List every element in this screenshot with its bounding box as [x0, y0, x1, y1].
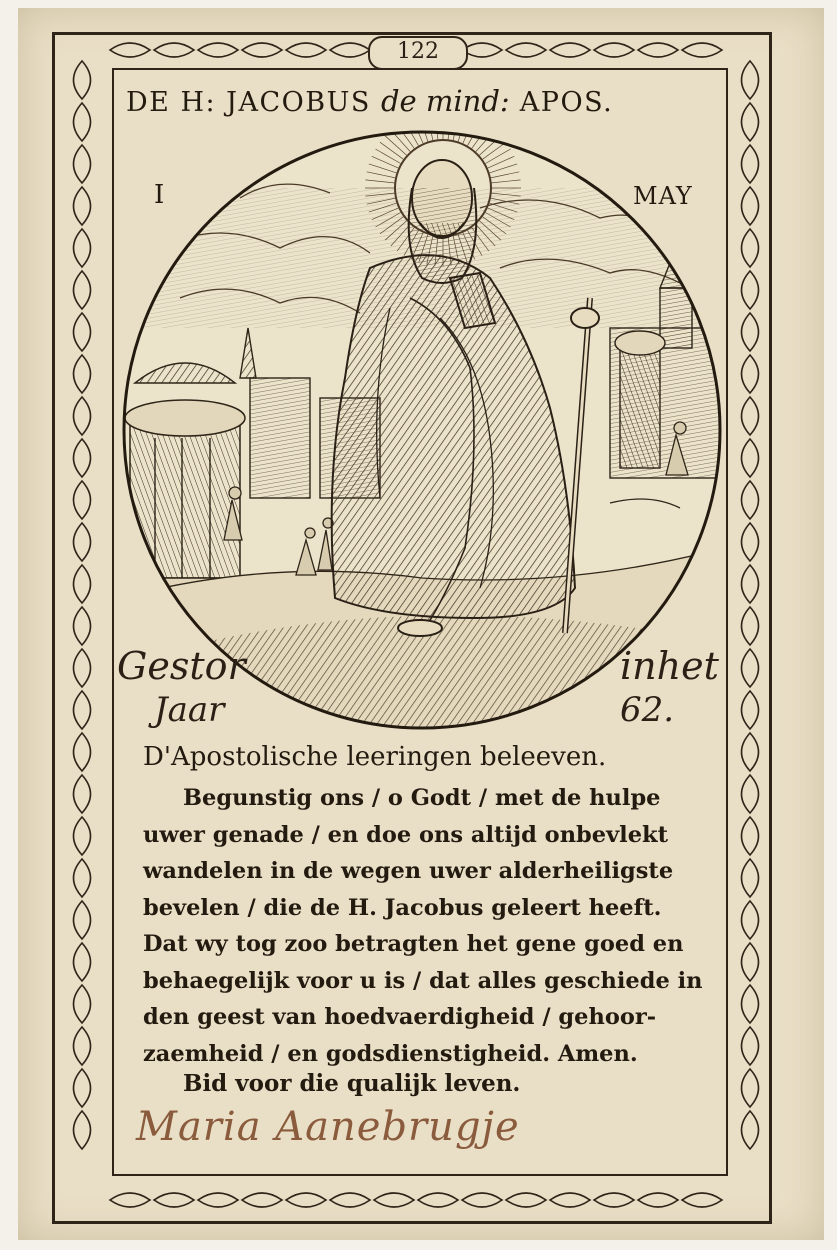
closing-line: Bid voor die qualijk leven. — [183, 1070, 521, 1097]
prayer-line: behaegelijk voor u is / dat alles geschiede in — [143, 967, 703, 994]
handwritten-year: 62. — [620, 690, 675, 730]
handwritten-signature: Maria Aanebrugje — [136, 1104, 520, 1150]
handwritten-inhet: inhet — [620, 644, 719, 688]
verse-line: D'Apostolische leeringen beleeven. — [143, 742, 607, 772]
prayer-line: zaemheid / en godsdienstigheid. Amen. — [143, 1040, 638, 1067]
handwritten-jaar: Jaar — [154, 690, 225, 730]
title-italic: de mind: — [380, 84, 510, 118]
handwritten-gestor: Gestor — [117, 644, 246, 688]
page-number: 122 — [368, 36, 468, 70]
prayer-line: Dat wy tog zoo betragten het gene goed en — [143, 931, 684, 957]
prayer-line: den geest van hoedvaerdigheid / gehoor- — [143, 1004, 657, 1030]
prayer-line: wandelen in de wegen uwer alderheiligste — [143, 858, 674, 884]
prayer-line: uwer genade / en doe ons altijd onbevlekt — [143, 821, 669, 848]
prayer-line: bevelen / die de H. Jacobus geleert heeft. — [143, 894, 662, 921]
title-prefix: DE H: JACOBUS — [126, 87, 371, 118]
title-suffix: APOS. — [519, 87, 614, 118]
page-title — [126, 84, 726, 118]
prayer-text — [143, 780, 708, 1072]
date-day: I — [154, 180, 165, 210]
saint-engraving — [120, 128, 724, 732]
date-month: MAY — [633, 182, 693, 210]
prayer-line: Begunstig ons / o Godt / met de hulpe — [183, 785, 661, 811]
